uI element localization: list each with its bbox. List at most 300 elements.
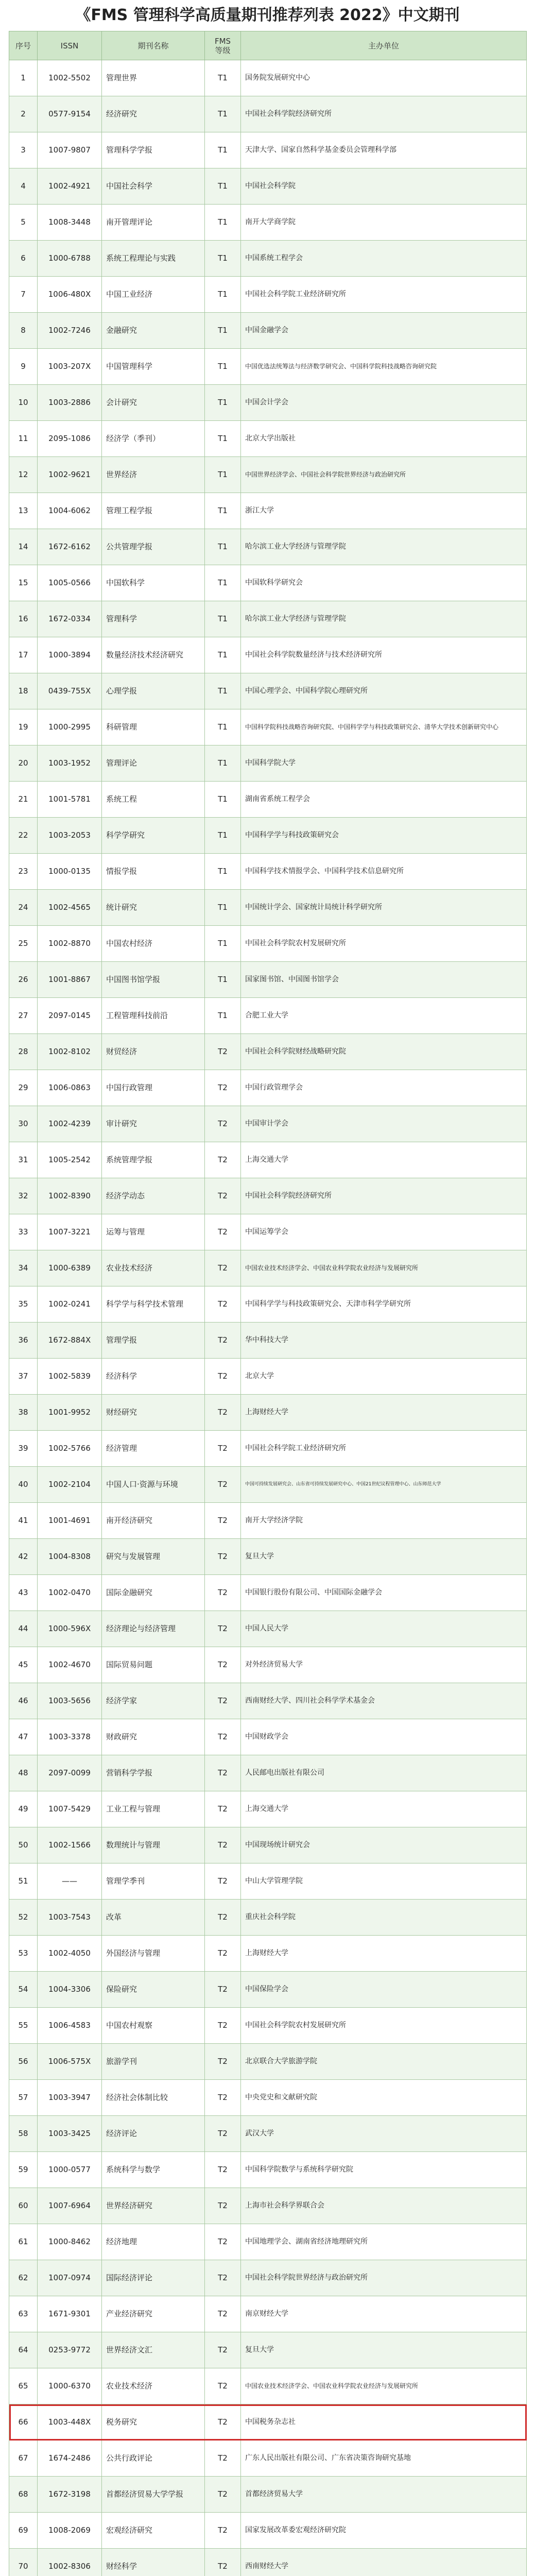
table-row	[9, 277, 527, 313]
header-level: FMS 等级	[205, 31, 241, 60]
cell-sponsor: 中国社会科学院农村发展研究所	[241, 926, 527, 962]
table-row	[9, 1286, 527, 1323]
cell-name: 中国工业经济	[102, 277, 205, 313]
cell-issn: 1000-0577	[38, 2152, 102, 2188]
cell-level: T2	[205, 2549, 241, 2576]
cell-no: 66	[9, 2404, 38, 2441]
cell-level: T1	[205, 421, 241, 457]
cell-level: T1	[205, 96, 241, 132]
cell-sponsor: 中国科学院大学	[241, 745, 527, 782]
cell-no: 14	[9, 529, 38, 565]
cell-name: 旅游学刊	[102, 2044, 205, 2080]
cell-sponsor: 湖南省系统工程学会	[241, 782, 527, 818]
table-row	[9, 205, 527, 241]
cell-sponsor: 中国财政学会	[241, 1719, 527, 1755]
table-row	[9, 998, 527, 1034]
cell-sponsor: 哈尔滨工业大学经济与管理学院	[241, 529, 527, 565]
cell-name: 系统工程理论与实践	[102, 241, 205, 277]
cell-sponsor: 对外经济贸易大学	[241, 1647, 527, 1683]
cell-issn: 1003-207X	[38, 349, 102, 385]
cell-no: 34	[9, 1250, 38, 1286]
cell-name: 经济地理	[102, 2224, 205, 2260]
cell-issn: 1006-575X	[38, 2044, 102, 2080]
table-row	[9, 1250, 527, 1286]
cell-sponsor: 南开大学经济学院	[241, 1503, 527, 1539]
cell-level: T2	[205, 1972, 241, 2008]
cell-level: T2	[205, 1647, 241, 1683]
cell-level: T2	[205, 2477, 241, 2513]
cell-issn: 1002-4565	[38, 890, 102, 926]
cell-sponsor: 中国农业技术经济学会、中国农业科学院农业经济与发展研究所	[241, 1250, 527, 1286]
cell-name: 经济学（季刊）	[102, 421, 205, 457]
cell-level: T2	[205, 2116, 241, 2152]
cell-no: 64	[9, 2332, 38, 2368]
cell-name: 管理评论	[102, 745, 205, 782]
cell-sponsor: 中国银行股份有限公司、中国国际金融学会	[241, 1575, 527, 1611]
table-row	[9, 529, 527, 565]
cell-issn: 1672-0334	[38, 601, 102, 637]
table-row	[9, 313, 527, 349]
cell-name: 管理世界	[102, 60, 205, 96]
cell-name: 经济管理	[102, 1431, 205, 1467]
cell-issn: 1002-5839	[38, 1359, 102, 1395]
table-row	[9, 2477, 527, 2513]
table-row	[9, 1142, 527, 1178]
cell-no: 57	[9, 2080, 38, 2116]
table-header-row	[9, 31, 527, 60]
cell-name: 公共管理学报	[102, 529, 205, 565]
cell-sponsor: 中央党史和文献研究院	[241, 2080, 527, 2116]
cell-issn: 1006-480X	[38, 277, 102, 313]
cell-name: 世界经济	[102, 457, 205, 493]
cell-level: T2	[205, 1683, 241, 1719]
cell-no: 54	[9, 1972, 38, 2008]
cell-sponsor: 哈尔滨工业大学经济与管理学院	[241, 601, 527, 637]
table-row	[9, 1719, 527, 1755]
table-row	[9, 1647, 527, 1683]
cell-level: T2	[205, 1827, 241, 1863]
cell-issn: ——	[38, 1863, 102, 1900]
cell-name: 中国软科学	[102, 565, 205, 601]
cell-sponsor: 中国统计学会、国家统计局统计科学研究所	[241, 890, 527, 926]
cell-no: 67	[9, 2441, 38, 2477]
cell-no: 33	[9, 1214, 38, 1250]
table-row	[9, 1034, 527, 1070]
cell-no: 46	[9, 1683, 38, 1719]
cell-issn: 1000-6389	[38, 1250, 102, 1286]
cell-sponsor: 西南财经大学	[241, 2549, 527, 2576]
table-row	[9, 1936, 527, 1972]
cell-no: 16	[9, 601, 38, 637]
cell-sponsor: 首都经济贸易大学	[241, 2477, 527, 2513]
table-row	[9, 2224, 527, 2260]
cell-sponsor: 上海市社会科学界联合会	[241, 2188, 527, 2224]
cell-sponsor: 中国软科学研究会	[241, 565, 527, 601]
cell-name: 审计研究	[102, 1106, 205, 1142]
cell-name: 中国行政管理	[102, 1070, 205, 1106]
cell-sponsor: 中国行政管理学会	[241, 1070, 527, 1106]
cell-no: 4	[9, 168, 38, 205]
cell-no: 20	[9, 745, 38, 782]
cell-level: T1	[205, 782, 241, 818]
cell-sponsor: 南京财经大学	[241, 2296, 527, 2332]
cell-issn: 1003-1952	[38, 745, 102, 782]
cell-name: 中国管理科学	[102, 349, 205, 385]
cell-level: T2	[205, 2296, 241, 2332]
cell-no: 45	[9, 1647, 38, 1683]
table-row	[9, 1178, 527, 1214]
cell-level: T2	[205, 2188, 241, 2224]
cell-sponsor: 中国优选法统筹法与经济数学研究会、中国科学院科技战略咨询研究院	[241, 349, 527, 385]
cell-issn: 2097-0145	[38, 998, 102, 1034]
cell-no: 10	[9, 385, 38, 421]
cell-name: 心理学报	[102, 673, 205, 709]
journal-table	[9, 31, 527, 2576]
cell-sponsor: 中国社会科学院经济研究所	[241, 1178, 527, 1214]
cell-issn: 1003-7543	[38, 1900, 102, 1936]
cell-issn: 1002-8390	[38, 1178, 102, 1214]
cell-sponsor: 中国世界经济学会、中国社会科学院世界经济与政治研究所	[241, 457, 527, 493]
table-row	[9, 709, 527, 745]
cell-level: T2	[205, 2513, 241, 2549]
cell-no: 17	[9, 637, 38, 673]
cell-no: 65	[9, 2368, 38, 2404]
cell-no: 31	[9, 1142, 38, 1178]
cell-no: 5	[9, 205, 38, 241]
cell-sponsor: 广东人民出版社有限公司、广东省决策咨询研究基地	[241, 2441, 527, 2477]
table-row	[9, 493, 527, 529]
cell-level: T1	[205, 818, 241, 854]
cell-no: 27	[9, 998, 38, 1034]
cell-issn: 0253-9772	[38, 2332, 102, 2368]
cell-sponsor: 上海财经大学	[241, 1936, 527, 1972]
cell-name: 税务研究	[102, 2404, 205, 2441]
cell-sponsor: 上海交通大学	[241, 1791, 527, 1827]
cell-sponsor: 中国审计学会	[241, 1106, 527, 1142]
cell-level: T2	[205, 2008, 241, 2044]
table-row	[9, 60, 527, 96]
cell-no: 48	[9, 1755, 38, 1791]
cell-issn: 2097-0099	[38, 1755, 102, 1791]
cell-level: T1	[205, 637, 241, 673]
cell-name: 世界经济文汇	[102, 2332, 205, 2368]
cell-name: 经济学家	[102, 1683, 205, 1719]
cell-sponsor: 中国社会科学院工业经济研究所	[241, 277, 527, 313]
cell-name: 科学学与科学技术管理	[102, 1286, 205, 1323]
cell-name: 管理工程学报	[102, 493, 205, 529]
table-row	[9, 421, 527, 457]
cell-name: 管理科学	[102, 601, 205, 637]
table-row	[9, 673, 527, 709]
cell-level: T2	[205, 1611, 241, 1647]
cell-name: 管理学报	[102, 1323, 205, 1359]
cell-issn: 1003-3947	[38, 2080, 102, 2116]
cell-level: T2	[205, 1142, 241, 1178]
cell-no: 21	[9, 782, 38, 818]
cell-no: 9	[9, 349, 38, 385]
cell-no: 53	[9, 1936, 38, 1972]
cell-level: T2	[205, 1431, 241, 1467]
table-row	[9, 2513, 527, 2549]
cell-sponsor: 国家图书馆、中国图书馆学会	[241, 962, 527, 998]
cell-issn: 1007-9807	[38, 132, 102, 168]
cell-issn: 1000-6788	[38, 241, 102, 277]
cell-level: T2	[205, 2260, 241, 2296]
table-row	[9, 1575, 527, 1611]
table-row	[9, 962, 527, 998]
cell-no: 63	[9, 2296, 38, 2332]
cell-sponsor: 复旦大学	[241, 1539, 527, 1575]
header-sponsor: 主办单位	[241, 31, 527, 60]
cell-issn: 1002-4921	[38, 168, 102, 205]
cell-issn: 1002-5766	[38, 1431, 102, 1467]
cell-no: 2	[9, 96, 38, 132]
table-row	[9, 385, 527, 421]
table-row	[9, 96, 527, 132]
cell-level: T1	[205, 205, 241, 241]
cell-no: 36	[9, 1323, 38, 1359]
table-row	[9, 565, 527, 601]
cell-name: 数量经济技术经济研究	[102, 637, 205, 673]
table-row	[9, 1323, 527, 1359]
cell-name: 营销科学学报	[102, 1755, 205, 1791]
cell-issn: 1001-9952	[38, 1395, 102, 1431]
cell-no: 28	[9, 1034, 38, 1070]
cell-sponsor: 华中科技大学	[241, 1323, 527, 1359]
cell-name: 数理统计与管理	[102, 1827, 205, 1863]
cell-sponsor: 中国现场统计研究会	[241, 1827, 527, 1863]
cell-level: T2	[205, 2224, 241, 2260]
cell-no: 24	[9, 890, 38, 926]
cell-sponsor: 国家发展改革委宏观经济研究院	[241, 2513, 527, 2549]
cell-level: T2	[205, 2044, 241, 2080]
cell-sponsor: 中国可持续发展研究会、山东省可持续发展研究中心、中国21世纪议程管理中心、山东师范大学	[241, 1467, 527, 1503]
cell-no: 50	[9, 1827, 38, 1863]
cell-no: 69	[9, 2513, 38, 2549]
cell-level: T1	[205, 565, 241, 601]
cell-no: 62	[9, 2260, 38, 2296]
cell-issn: 1002-1566	[38, 1827, 102, 1863]
cell-level: T2	[205, 1034, 241, 1070]
cell-name: 中国农村观察	[102, 2008, 205, 2044]
cell-level: T2	[205, 1467, 241, 1503]
cell-level: T1	[205, 745, 241, 782]
table-row	[9, 601, 527, 637]
cell-sponsor: 中国农业技术经济学会、中国农业科学院农业经济与发展研究所	[241, 2368, 527, 2404]
table-row	[9, 1431, 527, 1467]
cell-sponsor: 中国社会科学院经济研究所	[241, 96, 527, 132]
cell-level: T2	[205, 1395, 241, 1431]
cell-level: T2	[205, 1178, 241, 1214]
cell-issn: 1007-5429	[38, 1791, 102, 1827]
table-row	[9, 2441, 527, 2477]
cell-level: T1	[205, 277, 241, 313]
cell-name: 经济研究	[102, 96, 205, 132]
cell-level: T1	[205, 349, 241, 385]
cell-name: 产业经济研究	[102, 2296, 205, 2332]
cell-name: 公共行政评论	[102, 2441, 205, 2477]
cell-name: 系统工程	[102, 782, 205, 818]
cell-level: T2	[205, 2152, 241, 2188]
table-row-highlighted	[9, 2404, 527, 2441]
cell-issn: 1671-9301	[38, 2296, 102, 2332]
cell-sponsor: 西南财经大学、四川社会科学学术基金会	[241, 1683, 527, 1719]
cell-sponsor: 南开大学商学院	[241, 205, 527, 241]
cell-sponsor: 中国系统工程学会	[241, 241, 527, 277]
cell-name: 农业技术经济	[102, 2368, 205, 2404]
cell-name: 南开管理评论	[102, 205, 205, 241]
cell-issn: 1000-3894	[38, 637, 102, 673]
cell-issn: 1003-3425	[38, 2116, 102, 2152]
cell-issn: 1002-7246	[38, 313, 102, 349]
cell-name: 经济社会体制比较	[102, 2080, 205, 2116]
cell-level: T1	[205, 709, 241, 745]
table-body	[9, 60, 527, 2576]
cell-issn: 0439-755X	[38, 673, 102, 709]
cell-name: 农业技术经济	[102, 1250, 205, 1286]
cell-name: 情报学报	[102, 854, 205, 890]
cell-no: 39	[9, 1431, 38, 1467]
cell-name: 保险研究	[102, 1972, 205, 2008]
cell-level: T1	[205, 601, 241, 637]
table-row	[9, 818, 527, 854]
cell-issn: 1001-5781	[38, 782, 102, 818]
table-row	[9, 2296, 527, 2332]
table-row	[9, 1611, 527, 1647]
cell-issn: 1002-2104	[38, 1467, 102, 1503]
cell-level: T2	[205, 1575, 241, 1611]
cell-issn: 1000-2995	[38, 709, 102, 745]
cell-level: T1	[205, 241, 241, 277]
table-row	[9, 2368, 527, 2404]
table-row	[9, 926, 527, 962]
table-row	[9, 1683, 527, 1719]
cell-level: T2	[205, 1755, 241, 1791]
cell-issn: 1002-4239	[38, 1106, 102, 1142]
cell-level: T2	[205, 1359, 241, 1395]
header-issn: ISSN	[38, 31, 102, 60]
table-row	[9, 1214, 527, 1250]
cell-issn: 1002-4050	[38, 1936, 102, 1972]
cell-no: 56	[9, 2044, 38, 2080]
header-no: 序号	[9, 31, 38, 60]
cell-name: 统计研究	[102, 890, 205, 926]
cell-issn: 1005-0566	[38, 565, 102, 601]
cell-no: 61	[9, 2224, 38, 2260]
cell-no: 12	[9, 457, 38, 493]
cell-no: 3	[9, 132, 38, 168]
table-row	[9, 1791, 527, 1827]
cell-no: 18	[9, 673, 38, 709]
cell-no: 51	[9, 1863, 38, 1900]
cell-issn: 1003-2053	[38, 818, 102, 854]
cell-issn: 1000-0135	[38, 854, 102, 890]
cell-sponsor: 中国社会科学院世界经济与政治研究所	[241, 2260, 527, 2296]
table-row	[9, 2008, 527, 2044]
table-row	[9, 1863, 527, 1900]
cell-level: T2	[205, 2404, 241, 2441]
cell-issn: 1000-596X	[38, 1611, 102, 1647]
cell-level: T1	[205, 493, 241, 529]
cell-sponsor: 上海财经大学	[241, 1395, 527, 1431]
table-row	[9, 132, 527, 168]
cell-no: 43	[9, 1575, 38, 1611]
cell-level: T2	[205, 1863, 241, 1900]
cell-sponsor: 中国税务杂志社	[241, 2404, 527, 2441]
table-row	[9, 168, 527, 205]
cell-no: 15	[9, 565, 38, 601]
cell-no: 25	[9, 926, 38, 962]
cell-level: T1	[205, 385, 241, 421]
cell-level: T2	[205, 1250, 241, 1286]
cell-level: T2	[205, 2368, 241, 2404]
cell-level: T1	[205, 673, 241, 709]
cell-no: 13	[9, 493, 38, 529]
cell-level: T1	[205, 962, 241, 998]
cell-name: 运筹与管理	[102, 1214, 205, 1250]
table-row	[9, 2152, 527, 2188]
cell-level: T2	[205, 1936, 241, 1972]
cell-name: 管理学季刊	[102, 1863, 205, 1900]
cell-name: 财经科学	[102, 2549, 205, 2576]
cell-sponsor: 天津大学、国家自然科学基金委员会管理科学部	[241, 132, 527, 168]
cell-issn: 1005-2542	[38, 1142, 102, 1178]
table-row	[9, 2188, 527, 2224]
cell-no: 55	[9, 2008, 38, 2044]
cell-no: 35	[9, 1286, 38, 1323]
cell-issn: 1004-3306	[38, 1972, 102, 2008]
cell-sponsor: 合肥工业大学	[241, 998, 527, 1034]
cell-name: 改革	[102, 1900, 205, 1936]
cell-no: 26	[9, 962, 38, 998]
cell-no: 32	[9, 1178, 38, 1214]
cell-level: T1	[205, 313, 241, 349]
table-row	[9, 1539, 527, 1575]
table-row	[9, 1070, 527, 1106]
cell-name: 中国图书馆学报	[102, 962, 205, 998]
cell-issn: 1007-3221	[38, 1214, 102, 1250]
cell-name: 外国经济与管理	[102, 1936, 205, 1972]
cell-no: 22	[9, 818, 38, 854]
table-row	[9, 1972, 527, 2008]
cell-name: 研究与发展管理	[102, 1539, 205, 1575]
cell-sponsor: 中国科学学与科技政策研究会、天津市科学学研究所	[241, 1286, 527, 1323]
cell-sponsor: 上海交通大学	[241, 1142, 527, 1178]
cell-no: 42	[9, 1539, 38, 1575]
cell-sponsor: 浙江大学	[241, 493, 527, 529]
cell-issn: 2095-1086	[38, 421, 102, 457]
cell-level: T2	[205, 1900, 241, 1936]
cell-sponsor: 中国社会科学院工业经济研究所	[241, 1431, 527, 1467]
cell-level: T1	[205, 890, 241, 926]
table-row	[9, 1900, 527, 1936]
table-row	[9, 1106, 527, 1142]
table-row	[9, 457, 527, 493]
cell-no: 44	[9, 1611, 38, 1647]
cell-level: T2	[205, 1539, 241, 1575]
cell-issn: 1002-8870	[38, 926, 102, 962]
cell-no: 19	[9, 709, 38, 745]
cell-issn: 1002-4670	[38, 1647, 102, 1683]
cell-sponsor: 武汉大学	[241, 2116, 527, 2152]
cell-sponsor: 国务院发展研究中心	[241, 60, 527, 96]
cell-level: T2	[205, 1106, 241, 1142]
table-row	[9, 854, 527, 890]
cell-issn: 1008-3448	[38, 205, 102, 241]
cell-sponsor: 中国人民大学	[241, 1611, 527, 1647]
table-row	[9, 782, 527, 818]
cell-name: 南开经济研究	[102, 1503, 205, 1539]
